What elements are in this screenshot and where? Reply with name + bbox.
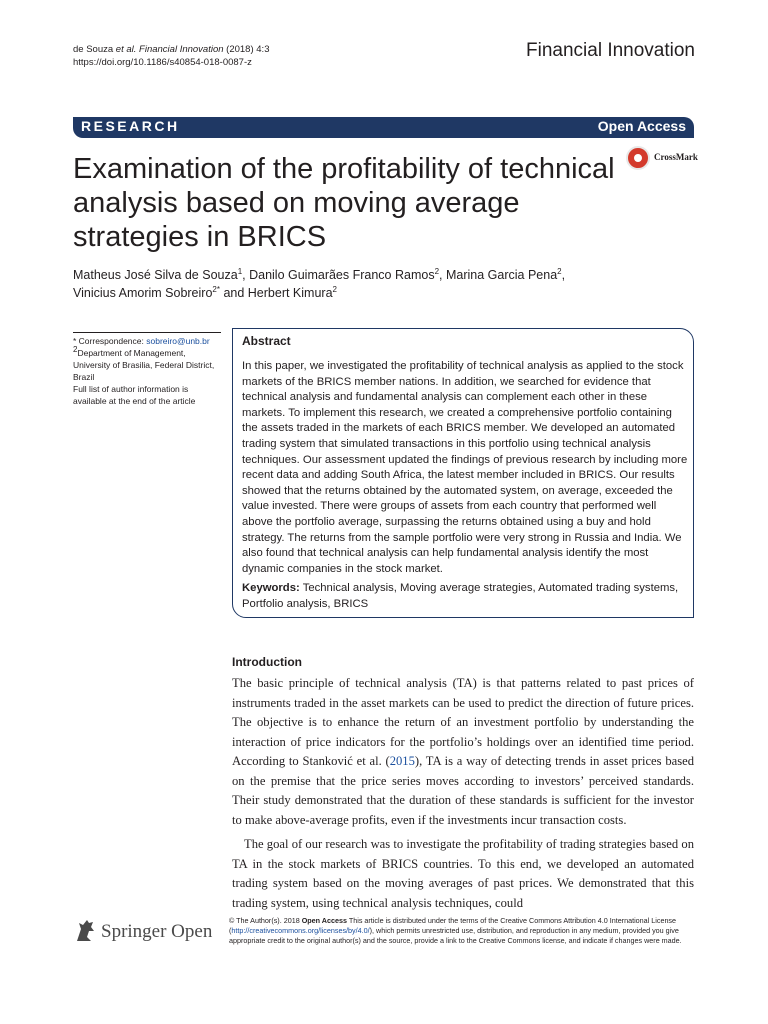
springer-horse-icon xyxy=(73,917,97,945)
author-name: Matheus José Silva de Souza xyxy=(73,268,238,282)
keywords-list: Technical analysis, Moving average strategies, Automated trading systems, Portfolio analysis, BRICS xyxy=(242,582,679,610)
springer-open-logo xyxy=(73,917,223,947)
springer-open-logo-text: Springer Open xyxy=(101,921,213,942)
author-separator: , xyxy=(561,268,566,282)
license-notice xyxy=(229,916,694,946)
author-name: Marina Garcia Pena xyxy=(446,268,558,282)
correspondence-email-link[interactable]: sobreiro@unb.br xyxy=(146,336,210,346)
author-separator: , xyxy=(439,268,446,282)
author-info-note: Full list of author information is available at the end of the article xyxy=(73,384,196,406)
body-paragraph xyxy=(232,674,694,830)
crossmark-button[interactable] xyxy=(626,146,706,174)
author-name: Herbert Kimura xyxy=(247,286,333,300)
section-heading-introduction: Introduction xyxy=(232,655,302,669)
crossmark-icon xyxy=(626,146,650,170)
citation-journal: et al. Financial Innovation xyxy=(115,44,224,55)
journal-name: Financial Innovation xyxy=(526,40,695,61)
affiliation-marker: 2 xyxy=(73,345,78,355)
affiliation: Department of Management, University of Brasilia, Federal District, Brazil xyxy=(73,348,215,382)
article-title: Examination of the profitability of technical analysis based on moving average strategies in BRICS xyxy=(73,153,615,253)
citation xyxy=(73,43,269,69)
author-separator: and xyxy=(219,286,248,300)
author-separator: , xyxy=(242,268,250,282)
citation-volume: (2018) 4:3 xyxy=(223,44,270,55)
open-access-label: Open Access xyxy=(597,118,686,134)
doi-link[interactable]: https://doi.org/10.1186/s40854-018-0087-z xyxy=(73,57,252,68)
author-affiliation-marker: 2* xyxy=(212,284,220,294)
abstract-text: In this paper, we investigated the profitability of technical analysis as applied to the stock markets of the BRICS member nations. In addition, we searched for evidence that technical analysis and fundamental analysis can complement each other in these markets. To implement this research, we created a comprehensive portfolio containing the assets traded in the markets of each BRICS member. We developed an automated trading system that simulated transactions in this portfolio using technical analysis techniques. Our assessment updated the findings of previous research by including more recent data and adding South Africa, the latest member included in BRICS. Our results showed that the returns obtained by the automated system, on average, exceeded the value invested. There were groups of assets from each country that performed well above the portfolio average, surpassing the returns obtained using a buy and hold strategy. The returns from the sample portfolio were very strong in Russia and India. We also found that technical analysis can help fundamental analysis identify the most dynamic companies in the stock market. xyxy=(242,360,688,575)
correspondence-sidebar xyxy=(73,335,223,407)
sidebar-divider xyxy=(73,332,221,333)
citation-link[interactable]: 2015 xyxy=(389,754,415,768)
author-name: Vinicius Amorim Sobreiro xyxy=(73,286,213,300)
license-copyright: © The Author(s). 2018 xyxy=(229,916,302,925)
author-name: Danilo Guimarães Franco Ramos xyxy=(249,268,435,282)
keywords xyxy=(242,581,688,612)
crossmark-label: CrossMark xyxy=(654,152,698,162)
abstract-heading: Abstract xyxy=(242,334,291,348)
license-open-access: Open Access xyxy=(301,916,347,925)
paragraph-text: The basic principle of technical analysis (TA) is that patterns related to past prices of instruments traded in the asset markets can be used to predict the direction of future prices. The objective is to enhance the return of an investment portfolio by understanding the interaction of price indicators for the portfolio’s holdings over an identified time period. According to Stanković et al. ( xyxy=(232,676,694,768)
abstract-box xyxy=(232,328,694,618)
license-url-link[interactable]: http://creativecommons.org/licenses/by/4.0/ xyxy=(231,926,370,935)
citation-authors: de Souza xyxy=(73,44,116,55)
author-affiliation-marker: 2 xyxy=(332,284,337,294)
license-text: This article is distributed under the terms of the Creative Commons Attribution 4.0 International License ( xyxy=(229,916,677,935)
paragraph-text: ), TA is a way of detecting trends in asset prices based on the premise that the price series moves according to investors’ perceived standards. Their study demonstrated that the duration of these standards is sufficient for the investor to make above-average profits, even if the investments incur transaction costs. xyxy=(232,754,694,827)
keywords-label: Keywords: xyxy=(242,582,300,594)
author-affiliation-marker: 2 xyxy=(434,266,440,276)
license-text: ), which permits unrestricted use, distribution, and reproduction in any medium, provided you give appropriate credit to the original author(s) and the source, provide a link to the Creative Commons license, and indicate if changes were made. xyxy=(229,926,682,945)
article-type-label: RESEARCH xyxy=(81,118,180,134)
author-affiliation-marker: 1 xyxy=(237,266,243,276)
author-affiliation-marker: 2 xyxy=(557,266,562,276)
author-list xyxy=(73,266,633,302)
correspondence-label: * Correspondence: xyxy=(73,336,147,346)
body-paragraph: The goal of our research was to investigate the profitability of trading strategies based on TA in the stock markets of BRICS countries. To this end, we developed an automated trading system based on the moving averages of past prices. We demonstrated that this trading system, using technical analysis techniques, could xyxy=(232,837,694,910)
article-type-banner xyxy=(73,117,694,138)
